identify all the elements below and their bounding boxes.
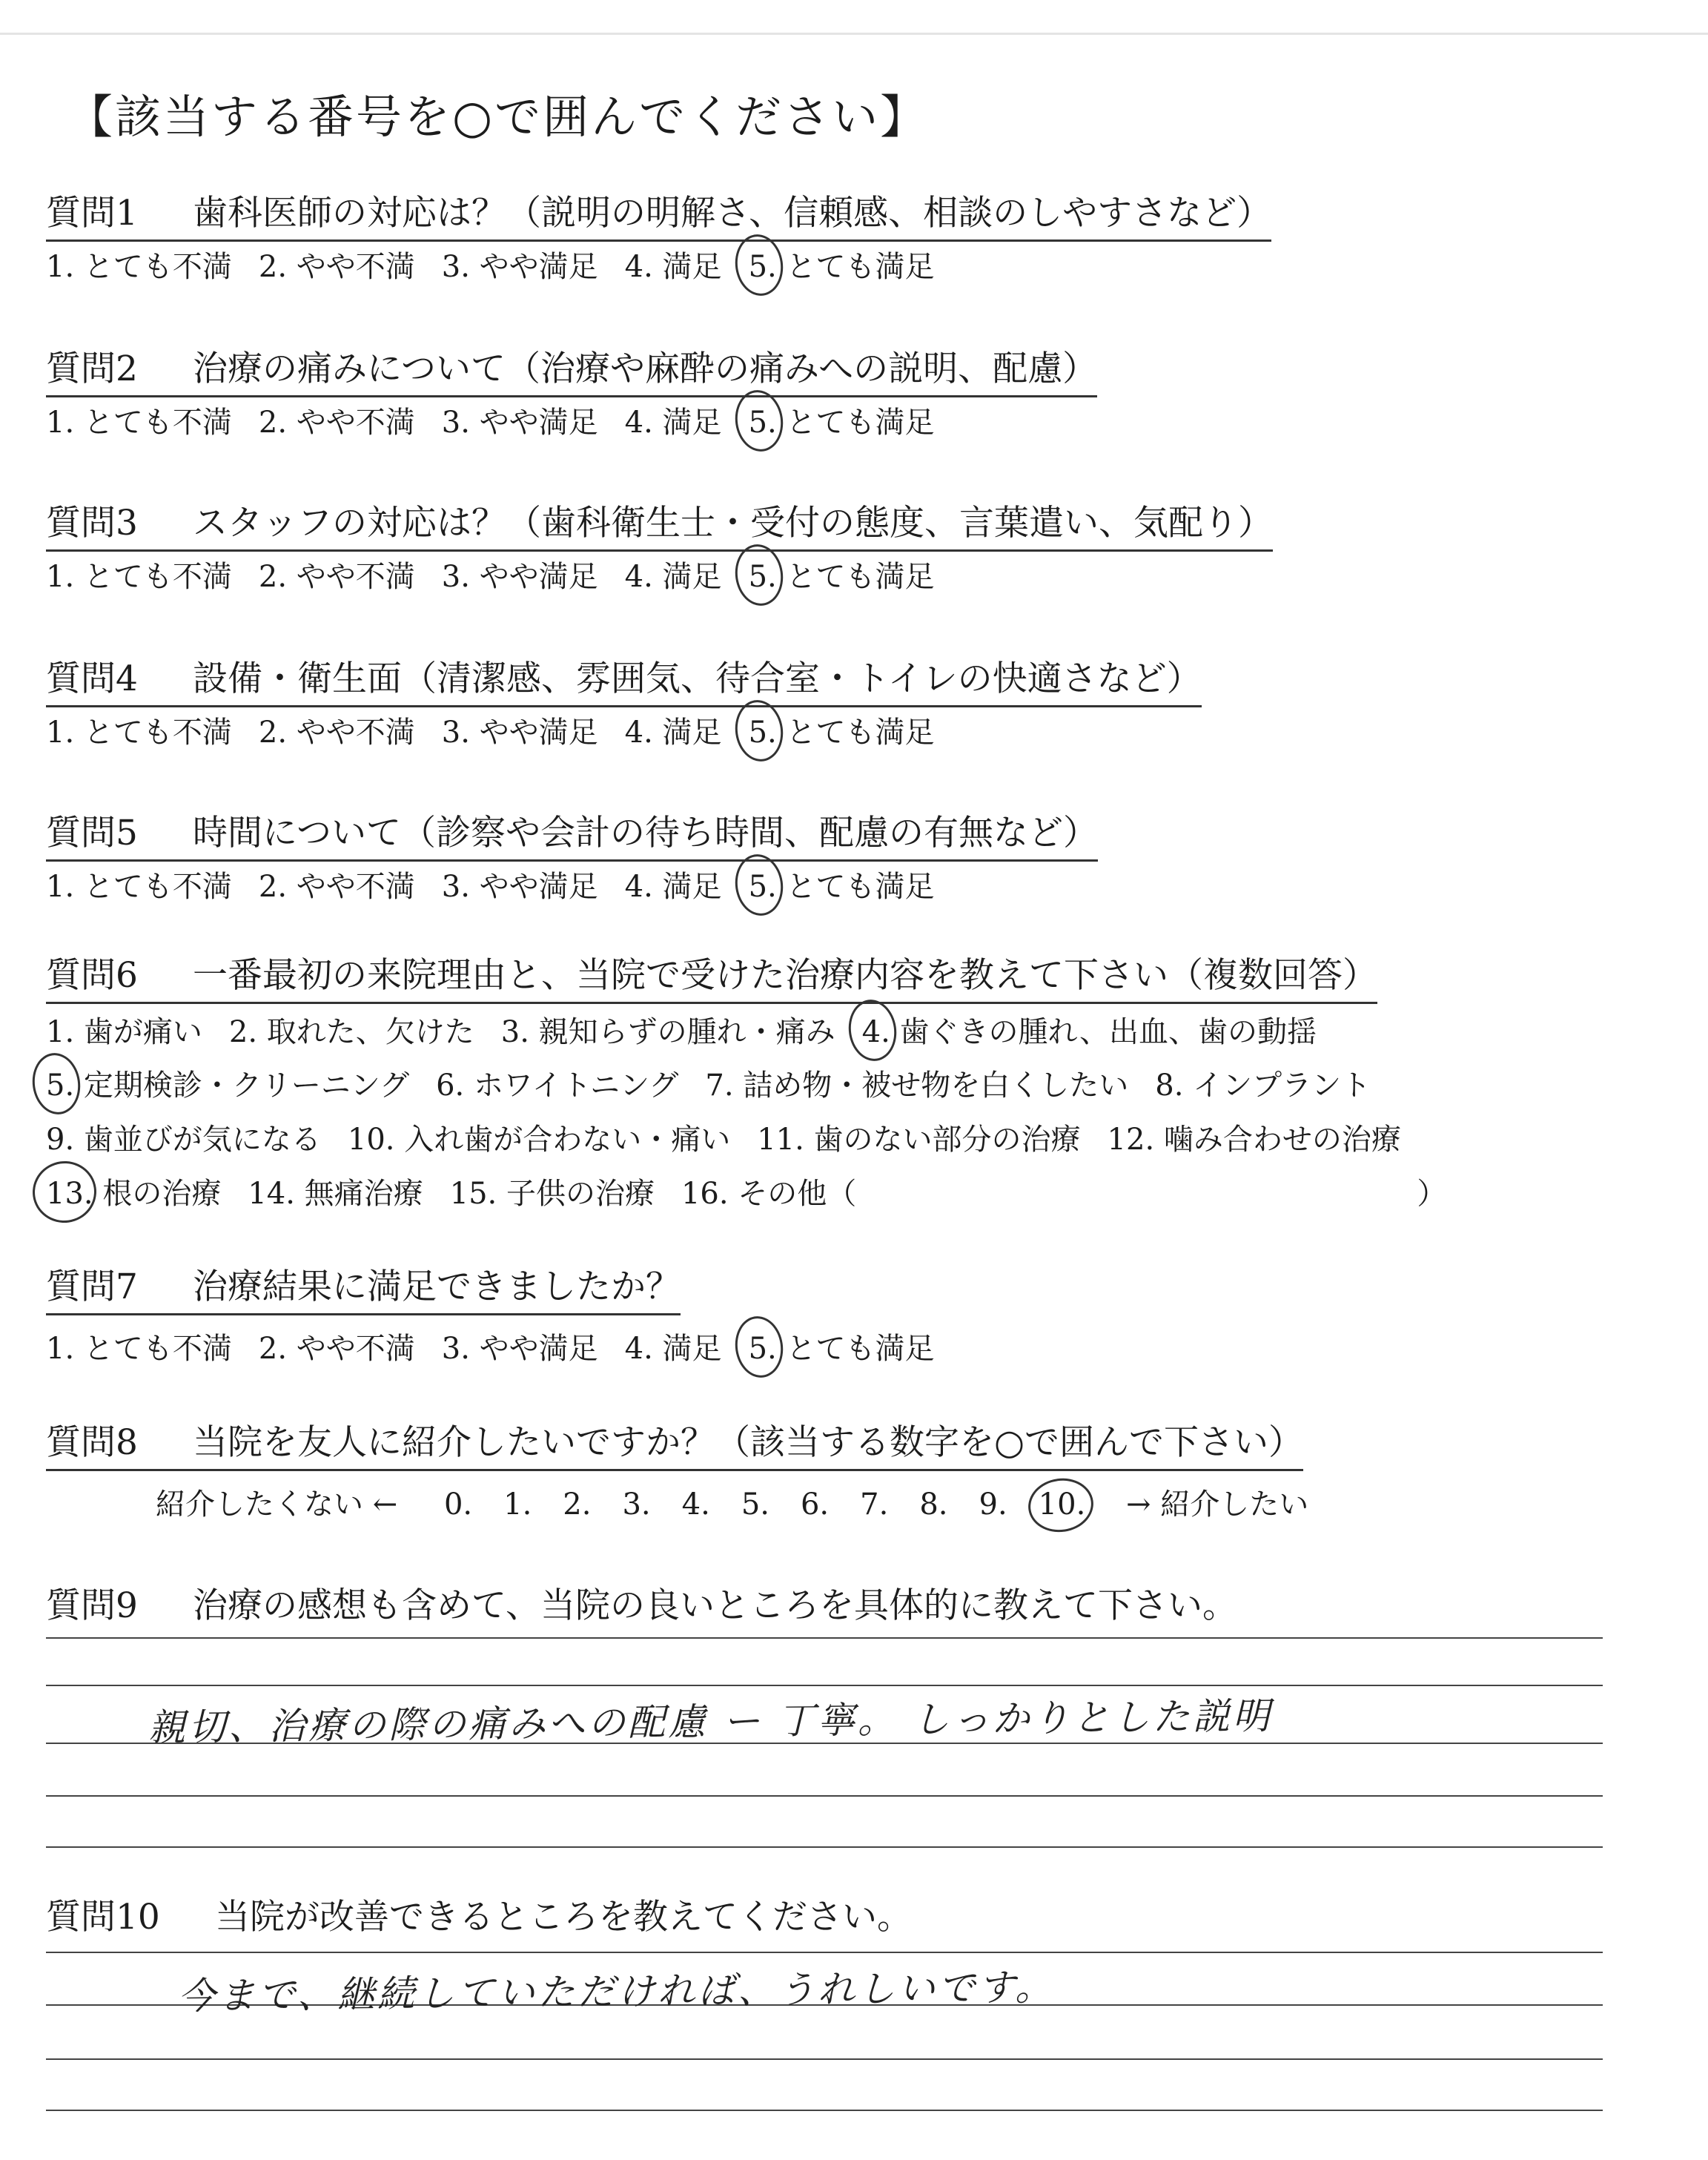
answer-line [46,1637,1603,1639]
circled-mark [1025,1474,1096,1536]
question-4-options [46,709,961,751]
scale-right-label: → 紹介したい [1126,1487,1309,1522]
question-3-text: スタッフの対応は？（歯科衛生士・受付の態度、言葉遣い、気配り） [193,503,1273,544]
option-2: 2. やや不満 [258,250,415,284]
scale-value: 10. [1039,1487,1086,1522]
question-10-heading [46,1889,912,1943]
circled-mark [731,1313,787,1381]
option-3: 3. やや満足 [441,406,598,440]
treatment-option: 10. 入れ歯が合わない・痛い [347,1123,731,1157]
option-4: 4. 満足 [624,560,722,594]
question-8-label: 質問8 [46,1422,138,1463]
answer-line [46,1685,1603,1686]
question-10-handwritten-answer: 今まで、継続していただければ、うれしいです。 [177,1965,1056,2018]
scan-edge-line [0,33,1708,35]
question-3-options [46,553,961,595]
page-title: 【該当する番号を○で囲んでください】 [67,90,929,144]
question-9-heading [46,1578,1237,1632]
question-2-options [46,399,961,441]
treatment-option: 1. 歯が痛い [46,1015,202,1049]
treatment-option: 2. 取れた、欠けた [228,1015,474,1049]
question-9-handwritten-answer: 親切、治療の際の痛みへの配慮 ー 丁寧。 しっかりとした説明 [148,1694,1273,1749]
question-2-label: 質問2 [46,349,138,389]
question-3-label: 質問3 [46,503,138,544]
scale-value: 7. [860,1487,889,1522]
treatment-option: 15. 子供の治療 [449,1177,655,1211]
answer-line [46,1952,1603,1953]
question-9-label: 質問9 [46,1585,138,1626]
scale-value: 0. [443,1487,473,1522]
question-7-text: 治療結果に満足できましたか？ [193,1266,681,1307]
option-5: 5. とても満足 [749,243,935,285]
option-3: 3. やや満足 [441,250,598,284]
circled-mark [29,1157,101,1226]
question-6-text: 一番最初の来院理由と、当院で受けた治療内容を教えて下さい（複数回答） [193,955,1377,996]
option-2: 2. やや不満 [258,870,415,904]
scale-value: 9. [979,1487,1007,1522]
option-1: 1. とても不満 [46,1332,232,1366]
option-4: 4. 満足 [624,1332,722,1366]
circled-mark [844,997,900,1064]
question-5-label: 質問5 [46,813,138,853]
other-close-paren: ） [1417,1177,1447,1211]
question-1-options [46,243,961,285]
question-4-text: 設備・衛生面（清潔感、雰囲気、待合室・トイレの快適さなど） [193,658,1202,699]
option-4: 4. 満足 [624,406,722,440]
option-4: 4. 満足 [624,716,722,750]
question-6-option-row [46,1062,1397,1104]
option-4: 4. 満足 [624,870,722,904]
question-7-heading [46,1259,681,1315]
question-4-label: 質問4 [46,658,138,699]
option-3: 3. やや満足 [441,560,598,594]
option-4: 4. 満足 [624,250,722,284]
question-5-heading [46,805,1098,862]
scale-left-label: 紹介したくない ← [156,1487,398,1522]
scale-value: 6. [800,1487,830,1522]
option-5: 5. とても満足 [749,709,935,751]
question-2-text: 治療の痛みについて（治療や麻酔の痛みへの説明、配慮） [193,349,1098,389]
option-3: 3. やや満足 [441,716,598,750]
recommend-scale [156,1481,1308,1523]
treatment-option: 11. 歯のない部分の治療 [757,1123,1081,1157]
question-8-text: 当院を友人に紹介したいですか？（該当する数字を○で囲んで下さい） [193,1422,1304,1463]
circled-mark [29,1050,85,1117]
question-5-options [46,863,961,905]
question-8-heading [46,1415,1303,1471]
option-2: 2. やや不満 [258,406,415,440]
treatment-option: 16. その他（ [681,1177,857,1211]
treatment-option: 13. 根の治療 [46,1170,221,1212]
treatment-option: 7. 詰め物・被せ物を白くしたい [705,1069,1129,1103]
answer-line [46,2110,1603,2111]
treatment-option: 3. 親知らずの腫れ・痛み [500,1015,835,1049]
option-1: 1. とても不満 [46,560,232,594]
scale-value: 8. [919,1487,948,1522]
question-4-heading [46,651,1202,707]
question-3-heading [46,495,1273,552]
option-2: 2. やや不満 [258,560,415,594]
question-7-options [46,1325,961,1367]
question-6-option-row [46,1008,1343,1051]
option-5: 5. とても満足 [749,553,935,595]
scale-value: 3. [622,1487,651,1522]
option-1: 1. とても不満 [46,406,232,440]
treatment-option: 8. インプラント [1155,1069,1371,1103]
option-2: 2. やや不満 [258,1332,415,1366]
question-1-label: 質問1 [46,193,138,234]
question-6-heading [46,948,1377,1004]
question-6-option-row [46,1116,1428,1158]
treatment-option: 5. 定期検診・クリーニング [46,1062,409,1104]
option-1: 1. とても不満 [46,716,232,750]
treatment-option: 14. 無痛治療 [248,1177,423,1211]
question-9-text: 治療の感想も含めて、当院の良いところを具体的に教えて下さい。 [193,1585,1238,1626]
question-6-option-row [46,1170,1473,1212]
option-5: 5. とても満足 [749,399,935,441]
option-5: 5. とても満足 [749,1325,935,1367]
question-7-label: 質問7 [46,1266,138,1307]
scale-value: 5. [741,1487,769,1522]
question-5-text: 時間について（診察や会計の待ち時間、配慮の有無など） [193,813,1099,853]
scale-value: 2. [563,1487,592,1522]
question-1-text: 歯科医師の対応は？（説明の明解さ、信頼感、相談のしやすさなど） [193,193,1272,234]
question-2-heading [46,341,1097,397]
option-1: 1. とても不満 [46,870,232,904]
answer-line [46,1795,1603,1797]
treatment-option: 6. ホワイトニング [436,1069,679,1103]
question-10-text: 当院が改善できるところを教えてください。 [215,1897,912,1938]
option-3: 3. やや満足 [441,870,598,904]
option-1: 1. とても不満 [46,250,232,284]
treatment-option: 12. 噛み合わせの治療 [1107,1123,1401,1157]
question-6-label: 質問6 [46,955,138,996]
answer-line [46,1846,1603,1848]
option-5: 5. とても満足 [749,863,935,905]
treatment-option: 4. 歯ぐきの腫れ、出血、歯の動揺 [862,1008,1317,1051]
treatment-option: 9. 歯並びが気になる [46,1123,321,1157]
option-3: 3. やや満足 [441,1332,598,1366]
scale-value: 4. [681,1487,710,1522]
option-2: 2. やや不満 [258,716,415,750]
answer-line [46,2058,1603,2060]
question-10-label: 質問10 [46,1897,160,1938]
question-1-heading [46,185,1271,242]
scale-value: 1. [503,1487,532,1522]
